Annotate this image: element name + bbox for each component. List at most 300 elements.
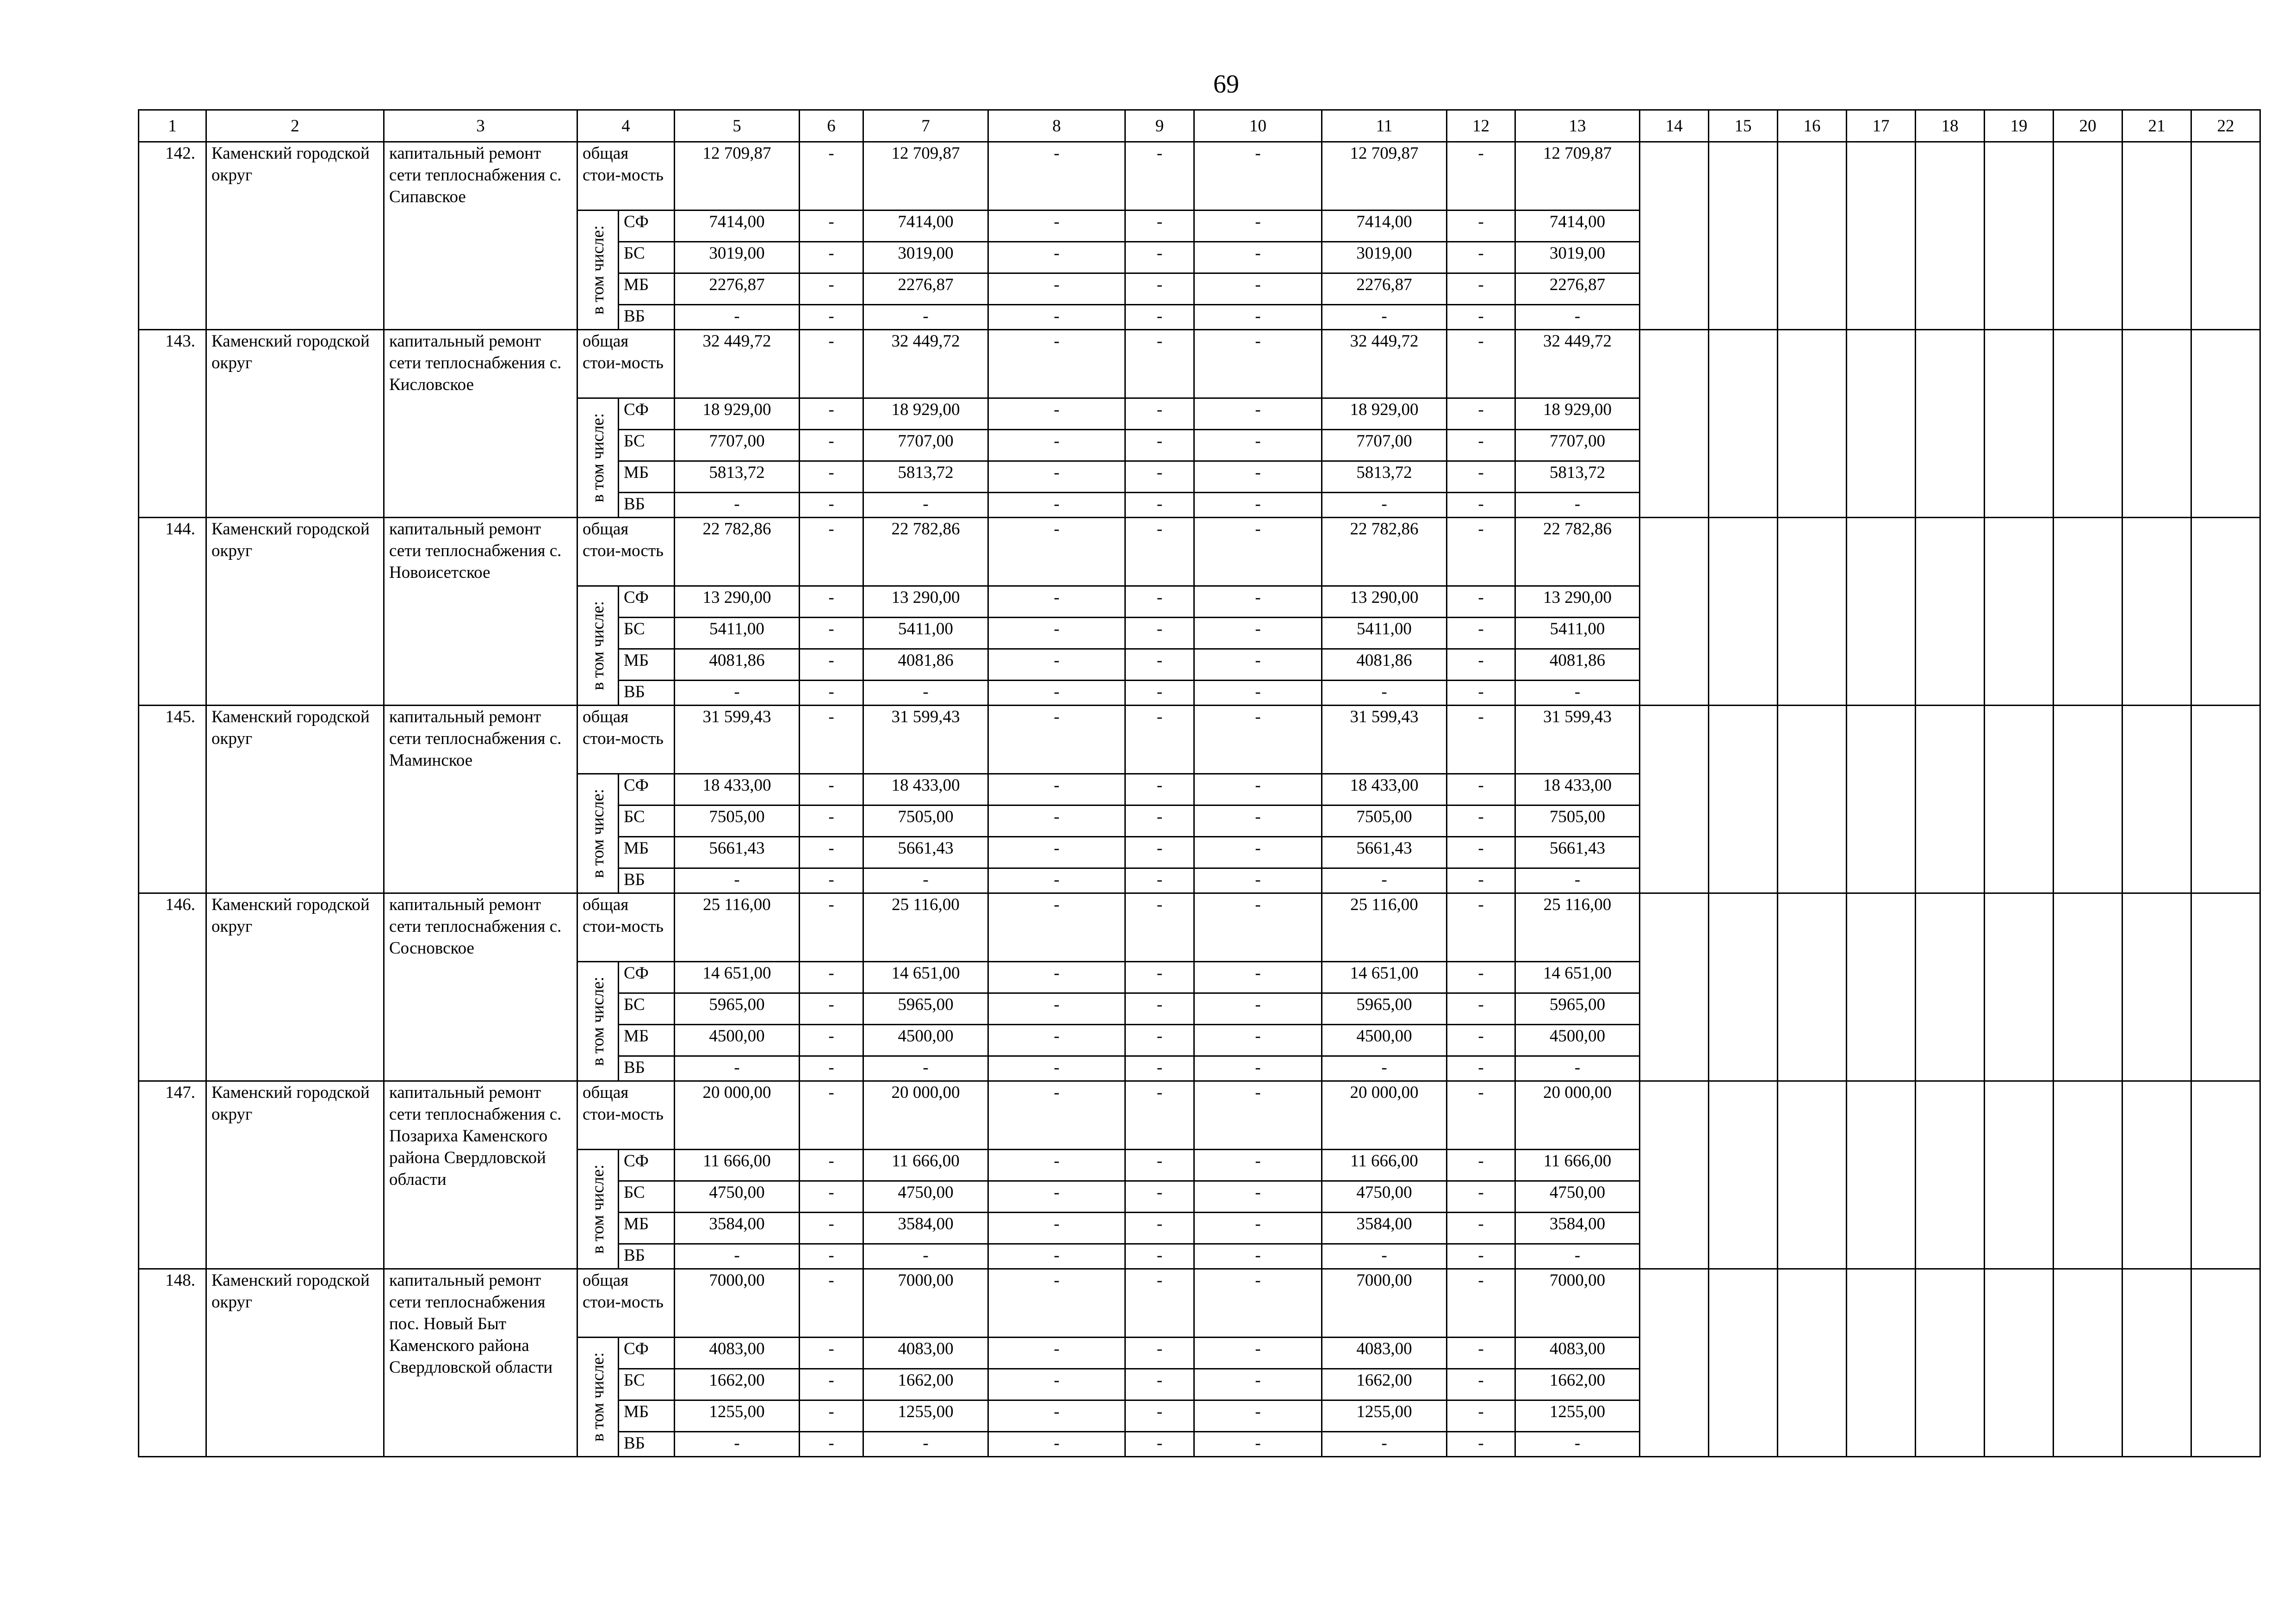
- value-cell: -: [1447, 211, 1515, 242]
- value-cell: -: [1447, 649, 1515, 681]
- value-cell: -: [1447, 1213, 1515, 1244]
- value-cell: -: [1125, 837, 1194, 868]
- value-cell: -: [1447, 681, 1515, 706]
- value-cell: 14 651,00: [1515, 962, 1640, 993]
- header-cell: 12: [1447, 110, 1515, 142]
- value-cell: -: [988, 493, 1125, 518]
- value-cell: -: [1447, 1181, 1515, 1213]
- table-row-total: [139, 706, 2260, 774]
- value-cell: -: [988, 1150, 1125, 1181]
- value-cell: -: [863, 1432, 988, 1457]
- value-cell: -: [1125, 461, 1194, 493]
- value-cell: 31 599,43: [1515, 706, 1640, 774]
- value-cell: -: [800, 706, 863, 774]
- value-cell: -: [1125, 398, 1194, 430]
- value-cell: -: [800, 1244, 863, 1269]
- value-cell: -: [1194, 273, 1322, 305]
- value-cell: 12 709,87: [675, 142, 800, 211]
- row-number: 148.: [139, 1269, 206, 1457]
- funding-source-label: МБ: [619, 1400, 675, 1432]
- empty-cell: [2054, 1269, 2122, 1457]
- value-cell: -: [988, 430, 1125, 461]
- value-cell: -: [1447, 1150, 1515, 1181]
- project-name-cell: капитальный ремонт сети теплоснабжения с. Позариха Каменского района Свердловской области: [384, 1081, 577, 1269]
- empty-cell: [2191, 706, 2260, 893]
- value-cell: -: [1125, 962, 1194, 993]
- value-cell: 11 666,00: [1322, 1150, 1447, 1181]
- empty-cell: [2054, 142, 2122, 330]
- funding-source-label: БС: [619, 242, 675, 273]
- value-cell: 18 929,00: [1322, 398, 1447, 430]
- value-cell: -: [1194, 868, 1322, 893]
- funding-source-label: ВБ: [619, 493, 675, 518]
- value-cell: -: [1125, 242, 1194, 273]
- value-cell: 2276,87: [863, 273, 988, 305]
- value-cell: -: [988, 1181, 1125, 1213]
- value-cell: 25 116,00: [675, 893, 800, 962]
- empty-cell: [1709, 893, 1778, 1081]
- value-cell: -: [1125, 586, 1194, 618]
- value-cell: 4500,00: [1515, 1025, 1640, 1056]
- value-cell: 5411,00: [1322, 618, 1447, 649]
- value-cell: -: [988, 142, 1125, 211]
- row-number: 143.: [139, 330, 206, 518]
- value-cell: -: [1194, 618, 1322, 649]
- empty-cell: [2122, 706, 2191, 893]
- value-cell: -: [800, 1150, 863, 1181]
- value-cell: -: [1447, 518, 1515, 586]
- value-cell: 22 782,86: [863, 518, 988, 586]
- value-cell: -: [1447, 493, 1515, 518]
- value-cell: 7414,00: [1322, 211, 1447, 242]
- value-cell: 4500,00: [675, 1025, 800, 1056]
- value-cell: 5411,00: [863, 618, 988, 649]
- value-cell: -: [800, 681, 863, 706]
- value-cell: 1662,00: [863, 1369, 988, 1400]
- empty-cell: [2191, 518, 2260, 706]
- value-cell: 18 433,00: [863, 774, 988, 805]
- value-cell: -: [988, 330, 1125, 398]
- value-cell: -: [1194, 649, 1322, 681]
- header-cell: 1: [139, 110, 206, 142]
- empty-cell: [1916, 1081, 1985, 1269]
- value-cell: -: [1515, 681, 1640, 706]
- header-cell: 11: [1322, 110, 1447, 142]
- value-cell: -: [988, 1213, 1125, 1244]
- value-cell: 1255,00: [863, 1400, 988, 1432]
- value-cell: -: [988, 211, 1125, 242]
- empty-cell: [2054, 330, 2122, 518]
- empty-cell: [1847, 142, 1916, 330]
- value-cell: 4081,86: [863, 649, 988, 681]
- value-cell: -: [800, 1025, 863, 1056]
- value-cell: -: [1194, 1081, 1322, 1150]
- value-cell: 18 929,00: [863, 398, 988, 430]
- funding-source-label: МБ: [619, 1213, 675, 1244]
- empty-cell: [1985, 893, 2054, 1081]
- value-cell: -: [1447, 1081, 1515, 1150]
- value-cell: -: [1194, 493, 1322, 518]
- funding-source-label: МБ: [619, 1025, 675, 1056]
- value-cell: 22 782,86: [1515, 518, 1640, 586]
- value-cell: 5965,00: [1515, 993, 1640, 1025]
- value-cell: 3584,00: [1515, 1213, 1640, 1244]
- value-cell: -: [675, 1244, 800, 1269]
- value-cell: 1662,00: [675, 1369, 800, 1400]
- value-cell: 4750,00: [675, 1181, 800, 1213]
- value-cell: -: [988, 518, 1125, 586]
- value-cell: -: [1125, 1400, 1194, 1432]
- district-cell: Каменский городской округ: [206, 330, 384, 518]
- value-cell: -: [988, 649, 1125, 681]
- value-cell: 5411,00: [1515, 618, 1640, 649]
- value-cell: -: [800, 493, 863, 518]
- value-cell: -: [1322, 1056, 1447, 1081]
- empty-cell: [2054, 1081, 2122, 1269]
- value-cell: 5965,00: [863, 993, 988, 1025]
- value-cell: -: [863, 681, 988, 706]
- value-cell: 5813,72: [675, 461, 800, 493]
- value-cell: -: [1194, 518, 1322, 586]
- value-cell: -: [988, 398, 1125, 430]
- empty-cell: [1916, 706, 1985, 893]
- value-cell: -: [800, 1081, 863, 1150]
- funding-source-label: БС: [619, 1181, 675, 1213]
- value-cell: 2276,87: [675, 273, 800, 305]
- row-number: 142.: [139, 142, 206, 330]
- value-cell: -: [1194, 1056, 1322, 1081]
- value-cell: -: [988, 1369, 1125, 1400]
- empty-cell: [1847, 893, 1916, 1081]
- table-row-total: [139, 1269, 2260, 1338]
- empty-cell: [2191, 1081, 2260, 1269]
- side-label: в том числе:: [588, 1352, 608, 1442]
- header-cell: 4: [577, 110, 675, 142]
- value-cell: -: [800, 305, 863, 330]
- empty-cell: [1916, 1269, 1985, 1457]
- value-cell: -: [988, 962, 1125, 993]
- header-cell: 19: [1985, 110, 2054, 142]
- empty-cell: [1640, 1081, 1709, 1269]
- value-cell: -: [1447, 993, 1515, 1025]
- page-number: 69: [1213, 70, 1239, 99]
- value-cell: 2276,87: [1322, 273, 1447, 305]
- value-cell: 7414,00: [1515, 211, 1640, 242]
- value-cell: -: [1125, 993, 1194, 1025]
- value-cell: -: [1447, 1400, 1515, 1432]
- value-cell: 7505,00: [1322, 805, 1447, 837]
- value-cell: -: [1194, 142, 1322, 211]
- funding-source-label: БС: [619, 618, 675, 649]
- value-cell: 4083,00: [1515, 1338, 1640, 1369]
- value-cell: -: [675, 305, 800, 330]
- value-cell: -: [863, 493, 988, 518]
- empty-cell: [2054, 518, 2122, 706]
- value-cell: -: [988, 1338, 1125, 1369]
- value-cell: 7707,00: [1322, 430, 1447, 461]
- value-cell: -: [1125, 430, 1194, 461]
- value-cell: -: [988, 706, 1125, 774]
- value-cell: -: [988, 273, 1125, 305]
- value-cell: 12 709,87: [1322, 142, 1447, 211]
- value-cell: 3019,00: [1515, 242, 1640, 273]
- funding-source-label: СФ: [619, 962, 675, 993]
- funding-source-label: СФ: [619, 774, 675, 805]
- value-cell: -: [1515, 1244, 1640, 1269]
- value-cell: -: [800, 430, 863, 461]
- value-cell: -: [1447, 273, 1515, 305]
- district-cell: Каменский городской округ: [206, 1269, 384, 1457]
- side-label-cell: [577, 962, 619, 1081]
- side-label-cell: [577, 1338, 619, 1457]
- value-cell: -: [988, 1432, 1125, 1457]
- value-cell: -: [863, 1056, 988, 1081]
- value-cell: -: [800, 142, 863, 211]
- value-cell: 20 000,00: [1322, 1081, 1447, 1150]
- header-cell: 16: [1778, 110, 1847, 142]
- header-cell: 8: [988, 110, 1125, 142]
- value-cell: 13 290,00: [1515, 586, 1640, 618]
- empty-cell: [1709, 330, 1778, 518]
- total-cost-label: общая стои-мость: [577, 893, 675, 962]
- value-cell: -: [1447, 586, 1515, 618]
- value-cell: -: [1194, 330, 1322, 398]
- value-cell: -: [1447, 330, 1515, 398]
- value-cell: -: [1194, 893, 1322, 962]
- value-cell: -: [1447, 837, 1515, 868]
- value-cell: -: [1447, 1269, 1515, 1338]
- header-cell: 7: [863, 110, 988, 142]
- value-cell: -: [800, 649, 863, 681]
- value-cell: 20 000,00: [1515, 1081, 1640, 1150]
- value-cell: 3019,00: [863, 242, 988, 273]
- empty-cell: [1778, 1081, 1847, 1269]
- funding-source-label: МБ: [619, 649, 675, 681]
- value-cell: -: [1125, 273, 1194, 305]
- empty-cell: [2191, 1269, 2260, 1457]
- header-cell: 15: [1709, 110, 1778, 142]
- value-cell: -: [800, 1369, 863, 1400]
- value-cell: -: [800, 1400, 863, 1432]
- funding-source-label: ВБ: [619, 1244, 675, 1269]
- value-cell: -: [988, 1400, 1125, 1432]
- value-cell: -: [1447, 430, 1515, 461]
- value-cell: 13 290,00: [675, 586, 800, 618]
- value-cell: 11 666,00: [1515, 1150, 1640, 1181]
- side-label: в том числе:: [588, 601, 608, 690]
- empty-cell: [1709, 1081, 1778, 1269]
- value-cell: -: [800, 1338, 863, 1369]
- value-cell: -: [1125, 893, 1194, 962]
- value-cell: 4750,00: [863, 1181, 988, 1213]
- value-cell: 18 929,00: [675, 398, 800, 430]
- value-cell: -: [800, 893, 863, 962]
- value-cell: -: [800, 962, 863, 993]
- header-cell: 9: [1125, 110, 1194, 142]
- value-cell: -: [1125, 1081, 1194, 1150]
- value-cell: -: [1125, 1338, 1194, 1369]
- value-cell: -: [1125, 1244, 1194, 1269]
- value-cell: -: [800, 1432, 863, 1457]
- value-cell: 2276,87: [1515, 273, 1640, 305]
- row-number: 147.: [139, 1081, 206, 1269]
- value-cell: -: [1125, 1369, 1194, 1400]
- value-cell: 11 666,00: [675, 1150, 800, 1181]
- value-cell: 25 116,00: [1515, 893, 1640, 962]
- value-cell: -: [988, 1269, 1125, 1338]
- value-cell: -: [675, 868, 800, 893]
- empty-cell: [1640, 1269, 1709, 1457]
- district-cell: Каменский городской округ: [206, 518, 384, 706]
- row-number: 144.: [139, 518, 206, 706]
- value-cell: 5813,72: [1322, 461, 1447, 493]
- value-cell: 31 599,43: [863, 706, 988, 774]
- table-row-total: [139, 893, 2260, 962]
- value-cell: 5813,72: [863, 461, 988, 493]
- value-cell: -: [1447, 142, 1515, 211]
- value-cell: -: [988, 461, 1125, 493]
- total-cost-label: общая стои-мость: [577, 142, 675, 211]
- value-cell: 18 433,00: [1322, 774, 1447, 805]
- value-cell: 14 651,00: [675, 962, 800, 993]
- empty-cell: [1916, 330, 1985, 518]
- value-cell: 13 290,00: [1322, 586, 1447, 618]
- value-cell: -: [800, 774, 863, 805]
- value-cell: -: [1194, 461, 1322, 493]
- table-row-total: [139, 518, 2260, 586]
- side-label: в том числе:: [588, 789, 608, 878]
- funding-source-label: БС: [619, 993, 675, 1025]
- funding-source-label: БС: [619, 430, 675, 461]
- empty-cell: [1847, 330, 1916, 518]
- value-cell: -: [988, 774, 1125, 805]
- value-cell: -: [800, 330, 863, 398]
- value-cell: -: [1447, 1025, 1515, 1056]
- value-cell: -: [1125, 1269, 1194, 1338]
- value-cell: -: [1447, 618, 1515, 649]
- value-cell: 5411,00: [675, 618, 800, 649]
- value-cell: -: [1322, 493, 1447, 518]
- side-label: в том числе:: [588, 225, 608, 315]
- value-cell: -: [1125, 330, 1194, 398]
- empty-cell: [1916, 518, 1985, 706]
- value-cell: 4750,00: [1515, 1181, 1640, 1213]
- value-cell: -: [1447, 706, 1515, 774]
- value-cell: -: [1194, 706, 1322, 774]
- value-cell: -: [988, 837, 1125, 868]
- value-cell: 7707,00: [1515, 430, 1640, 461]
- project-name-cell: капитальный ремонт сети теплоснабжения с. Новоисетское: [384, 518, 577, 706]
- empty-cell: [1985, 1269, 2054, 1457]
- empty-cell: [1985, 142, 2054, 330]
- funding-source-label: СФ: [619, 398, 675, 430]
- funding-source-label: СФ: [619, 586, 675, 618]
- header-cell: 17: [1847, 110, 1916, 142]
- value-cell: -: [1447, 868, 1515, 893]
- value-cell: -: [988, 1081, 1125, 1150]
- header-cell: 21: [2122, 110, 2191, 142]
- header-row: [139, 110, 2260, 142]
- value-cell: 18 929,00: [1515, 398, 1640, 430]
- value-cell: -: [988, 681, 1125, 706]
- value-cell: -: [800, 1269, 863, 1338]
- project-name-cell: капитальный ремонт сети теплоснабжения с. Маминское: [384, 706, 577, 893]
- value-cell: -: [800, 398, 863, 430]
- table-row-total: [139, 330, 2260, 398]
- value-cell: -: [800, 837, 863, 868]
- value-cell: -: [1194, 1432, 1322, 1457]
- value-cell: -: [1125, 868, 1194, 893]
- empty-cell: [1640, 706, 1709, 893]
- empty-cell: [1778, 706, 1847, 893]
- funding-source-label: ВБ: [619, 1432, 675, 1457]
- empty-cell: [1916, 142, 1985, 330]
- funding-source-label: БС: [619, 805, 675, 837]
- value-cell: 1255,00: [1515, 1400, 1640, 1432]
- header-cell: 10: [1194, 110, 1322, 142]
- district-cell: Каменский городской округ: [206, 142, 384, 330]
- side-label-cell: [577, 774, 619, 893]
- value-cell: 4750,00: [1322, 1181, 1447, 1213]
- value-cell: -: [1194, 1025, 1322, 1056]
- value-cell: 3584,00: [863, 1213, 988, 1244]
- empty-cell: [1985, 706, 2054, 893]
- empty-cell: [1847, 706, 1916, 893]
- value-cell: -: [1194, 837, 1322, 868]
- value-cell: 4083,00: [863, 1338, 988, 1369]
- funding-source-label: МБ: [619, 273, 675, 305]
- value-cell: -: [800, 993, 863, 1025]
- value-cell: -: [800, 242, 863, 273]
- value-cell: 7000,00: [1515, 1269, 1640, 1338]
- value-cell: 1255,00: [675, 1400, 800, 1432]
- value-cell: -: [988, 805, 1125, 837]
- total-cost-label: общая стои-мость: [577, 518, 675, 586]
- value-cell: 12 709,87: [1515, 142, 1640, 211]
- value-cell: 22 782,86: [1322, 518, 1447, 586]
- value-cell: -: [800, 618, 863, 649]
- value-cell: -: [1125, 1150, 1194, 1181]
- empty-cell: [2122, 518, 2191, 706]
- value-cell: -: [1515, 1056, 1640, 1081]
- budget-table: [138, 109, 2261, 1457]
- value-cell: -: [1447, 398, 1515, 430]
- value-cell: 5813,72: [1515, 461, 1640, 493]
- value-cell: -: [1125, 706, 1194, 774]
- value-cell: -: [1194, 1369, 1322, 1400]
- value-cell: 3019,00: [675, 242, 800, 273]
- value-cell: -: [988, 242, 1125, 273]
- side-label: в том числе:: [588, 1165, 608, 1254]
- value-cell: 20 000,00: [675, 1081, 800, 1150]
- empty-cell: [1985, 1081, 2054, 1269]
- value-cell: -: [1125, 649, 1194, 681]
- value-cell: -: [1194, 1181, 1322, 1213]
- side-label-cell: [577, 211, 619, 330]
- funding-source-label: ВБ: [619, 305, 675, 330]
- funding-source-label: ВБ: [619, 868, 675, 893]
- value-cell: 7414,00: [675, 211, 800, 242]
- value-cell: 4500,00: [863, 1025, 988, 1056]
- project-name-cell: капитальный ремонт сети теплоснабжения с. Кисловское: [384, 330, 577, 518]
- value-cell: 7000,00: [675, 1269, 800, 1338]
- value-cell: -: [1447, 1369, 1515, 1400]
- funding-source-label: ВБ: [619, 1056, 675, 1081]
- value-cell: -: [1447, 1338, 1515, 1369]
- project-name-cell: капитальный ремонт сети теплоснабжения пос. Новый Быт Каменского района Свердловской области: [384, 1269, 577, 1457]
- value-cell: -: [1322, 305, 1447, 330]
- value-cell: -: [1194, 211, 1322, 242]
